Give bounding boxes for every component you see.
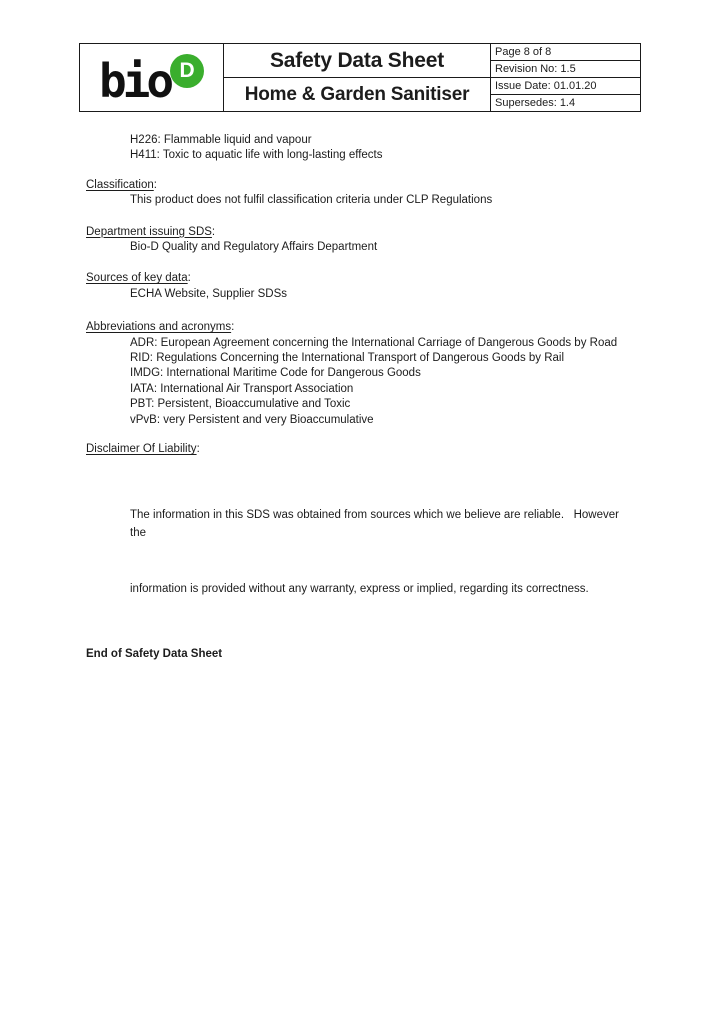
disclaimer-line: information is provided without any warranty, express or implied, regarding its correctness. — [130, 583, 589, 596]
hazard-statements — [130, 133, 638, 164]
section-line: This product does not fulfil classification criteria under CLP Regulations — [130, 194, 493, 207]
hazard-line: H226: Flammable liquid and vapour — [130, 134, 312, 146]
document-title: Safety Data Sheet — [224, 44, 490, 78]
disclaimer-paragraph — [130, 469, 638, 636]
section-heading: Classification: — [86, 178, 157, 191]
page-number: Page 8 of 8 — [491, 44, 640, 61]
meta-cell — [491, 44, 640, 111]
hazard-line: H411: Toxic to aquatic life with long-lasting effects — [130, 149, 383, 162]
product-name: Home & Garden Sanitiser — [244, 83, 470, 105]
supersedes: Supersedes: 1.4 — [495, 97, 576, 109]
abbreviation-line: RID: Regulations Concerning the International Transport of Dangerous Goods by Rail — [130, 352, 565, 365]
issue-date: Issue Date: 01.01.20 — [491, 78, 640, 95]
abbreviation-line: IMDG: International Maritime Code for Dangerous Goods — [130, 367, 421, 380]
section-classification — [86, 178, 638, 209]
badge-letter: D — [179, 59, 195, 83]
section-heading: Disclaimer Of Liability: — [86, 443, 200, 456]
end-of-sheet-note: End of Safety Data Sheet — [86, 647, 223, 660]
disclaimer-line: The information in this SDS was obtained from sources which we believe are reliable. However the — [130, 508, 623, 540]
section-heading: Abbreviations and acronyms: — [86, 321, 235, 334]
logo-word: bio — [98, 54, 171, 109]
title-cell — [224, 44, 491, 111]
abbreviation-line: ADR: European Agreement concerning the International Carriage of Dangerous Goods by Road — [130, 336, 618, 349]
logo-cell — [80, 44, 224, 111]
document-body — [86, 133, 638, 662]
bio-d-logo — [98, 52, 204, 109]
section-line: Bio-D Quality and Regulatory Affairs Department — [130, 241, 378, 254]
revision-number: Revision No: 1.5 — [491, 61, 640, 78]
section-disclaimer — [86, 442, 638, 636]
section-department-issuing-sds — [86, 225, 638, 256]
abbreviation-line: vPvB: very Persistent and very Bioaccumulative — [130, 413, 374, 426]
section-abbreviations — [86, 320, 638, 428]
section-heading: Sources of key data: — [86, 272, 191, 285]
abbreviation-line: IATA: International Air Transport Association — [130, 382, 354, 395]
bio-d-badge-icon — [170, 54, 204, 88]
section-sources-of-key-data — [86, 271, 638, 302]
section-line: ECHA Website, Supplier SDSs — [130, 287, 288, 300]
header-table — [79, 43, 641, 112]
abbreviation-line: PBT: Persistent, Bioaccumulative and Toxic — [130, 398, 351, 411]
section-heading: Department issuing SDS: — [86, 225, 216, 238]
